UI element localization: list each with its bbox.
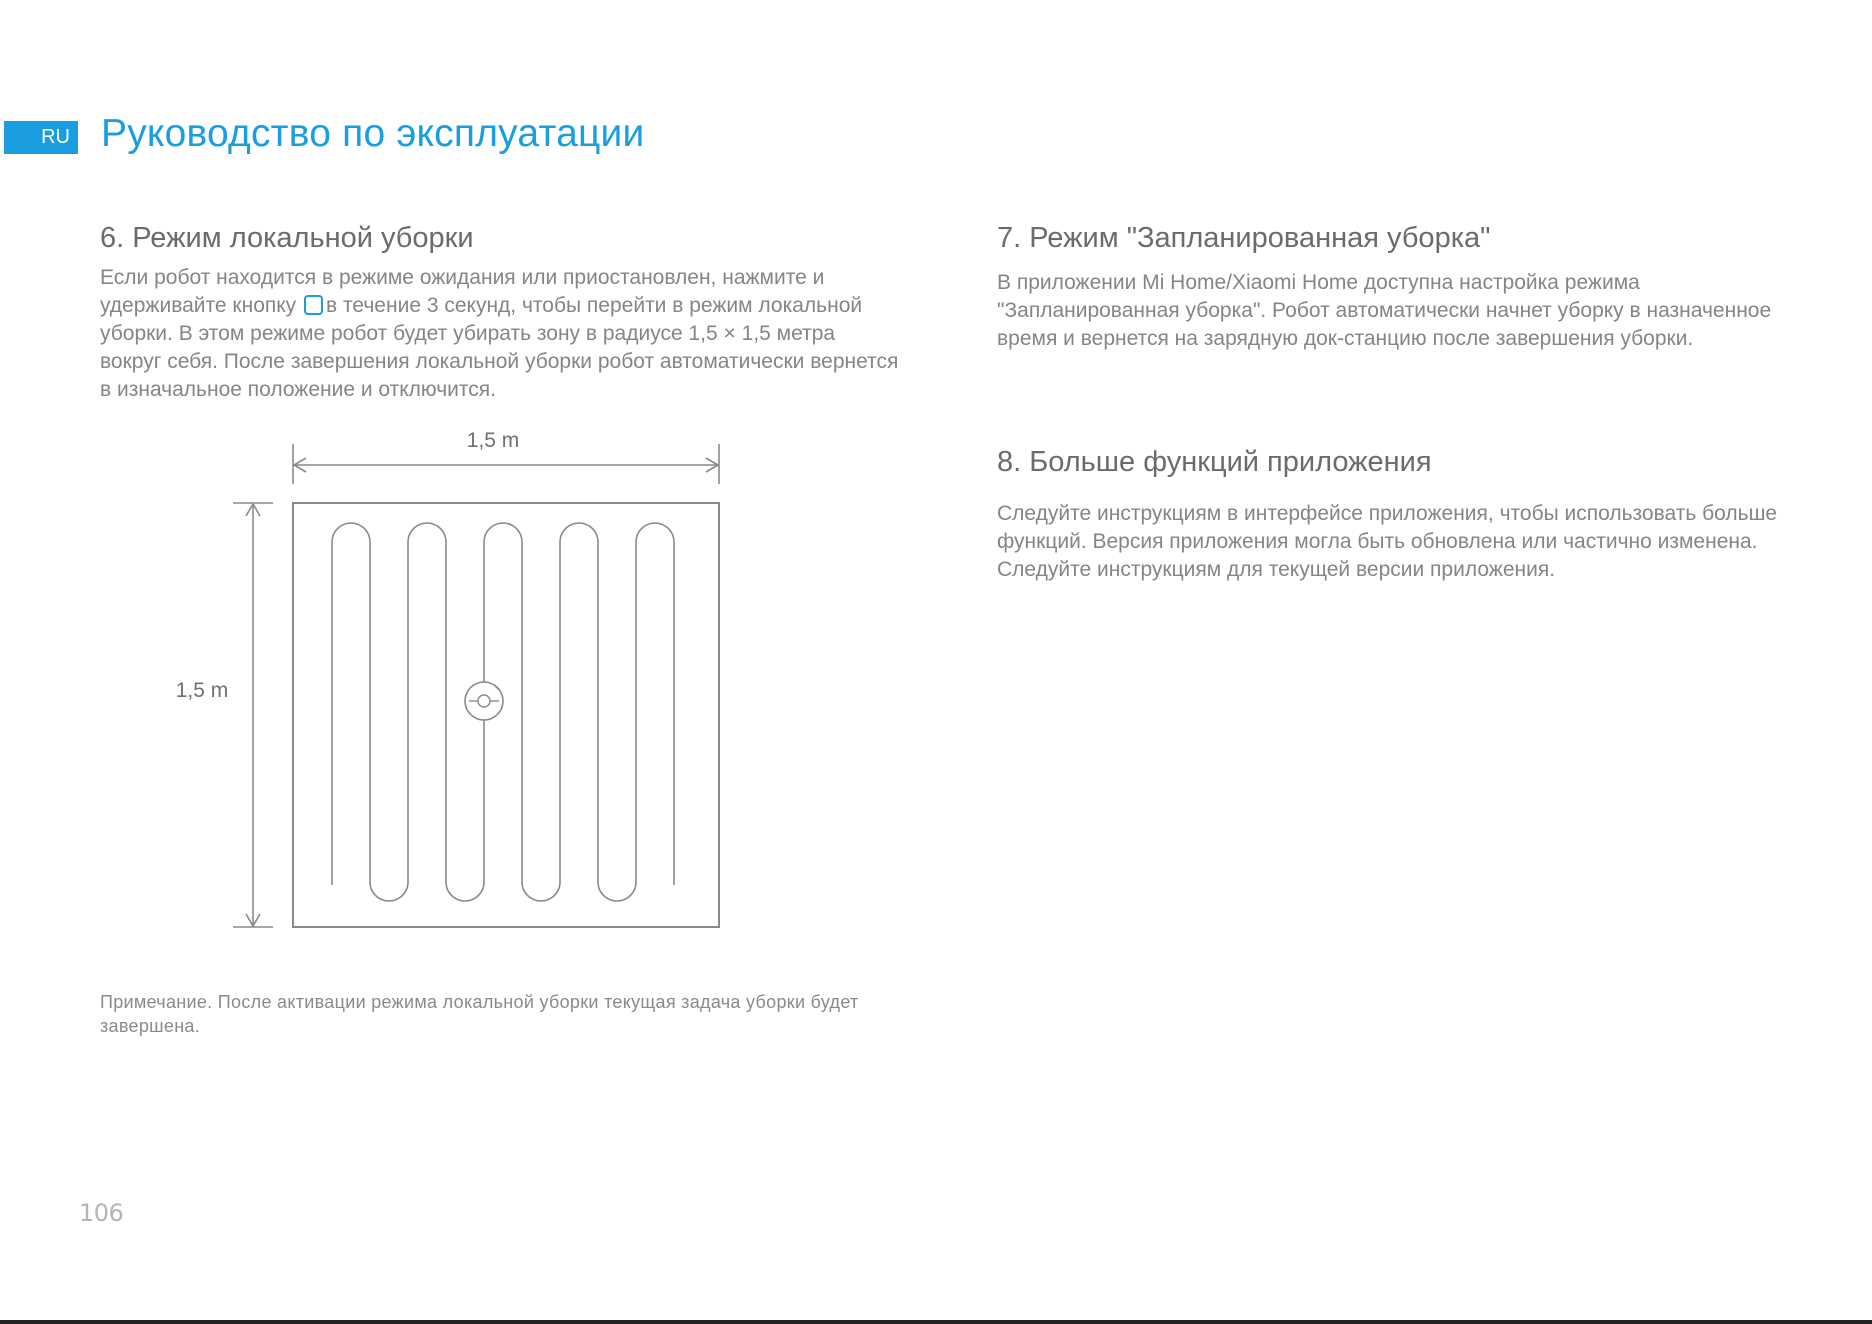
section-6-text <box>100 264 900 404</box>
section-7-heading: 7. Режим "Запланированная уборка" <box>997 222 1491 254</box>
section-6 <box>100 222 900 404</box>
section-7 <box>997 222 1787 353</box>
page-number: 106 <box>79 1199 124 1227</box>
section-6-text-part2: в течение 3 секунд, чтобы перейти в режим локальной уборки. В этом режиме робот будет убирать зону в радиусе 1,5 × 1,5 метра вокруг себя. После завершения локальной уборки робот автоматически вернется в изначальное положение и отключится. <box>100 294 899 401</box>
bottom-divider <box>0 1320 1872 1324</box>
section-6-note: Примечание. После активации режима локальной уборки текущая задача уборки будет завершена. <box>100 992 859 1036</box>
section-7-text: В приложении Mi Home/Xiaomi Home доступна настройка режима "Запланированная уборка". Робот автоматически начнет уборку в назначенное время и вернется на зарядную док-станцию после завершения уборки. <box>997 271 1772 350</box>
manual-title: Руководство по эксплуатации <box>101 112 645 155</box>
local-cleaning-diagram <box>160 420 740 940</box>
section-8-heading: 8. Больше функций приложения <box>997 446 1432 478</box>
spot-clean-button-icon <box>304 295 323 315</box>
section-6-text-part1: Если робот находится в режиме ожидания или приостановлен, нажмите и удерживайте кнопку <box>100 266 825 317</box>
language-badge: RU <box>4 121 78 154</box>
section-6-heading: 6. Режим локальной уборки <box>100 222 474 254</box>
height-label: 1,5 m <box>175 679 229 702</box>
zigzag-cleaning-path <box>332 523 674 901</box>
width-label: 1,5 m <box>466 429 520 452</box>
cleaning-area-square <box>293 503 719 927</box>
section-8-text: Следуйте инструкциям в интерфейсе приложения, чтобы использовать больше функций. Версия приложения могла быть обновлена или частично изменена. Следуйте инструкциям для текущей версии приложения. <box>997 502 1778 581</box>
robot-icon <box>465 682 503 720</box>
section-8 <box>997 446 1787 584</box>
